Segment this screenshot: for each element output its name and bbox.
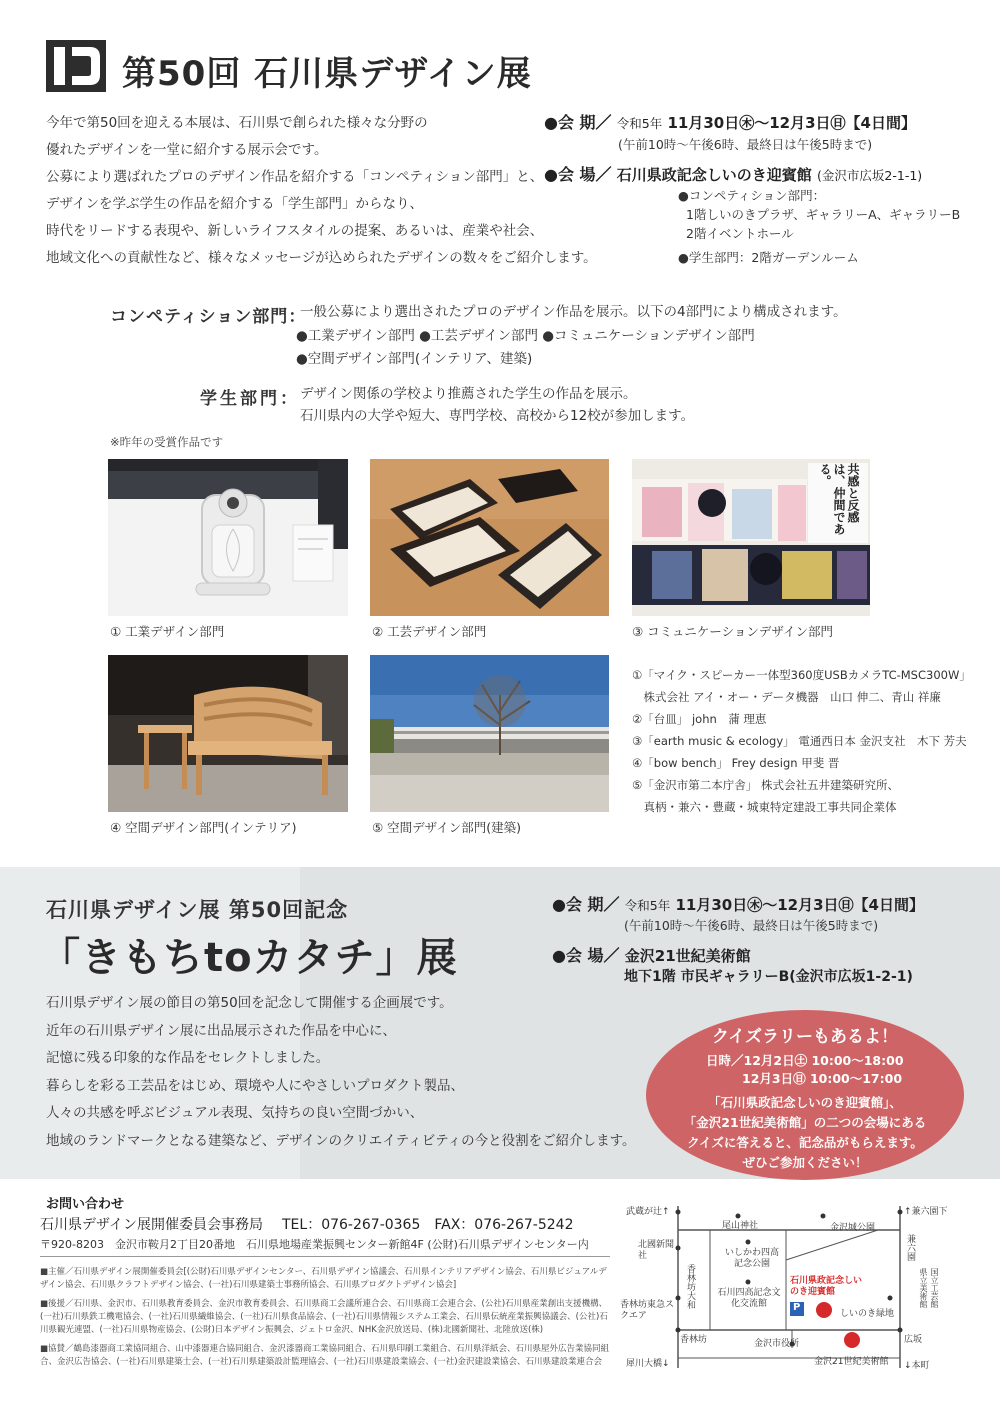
intro-line: 時代をリードする表現や、新しいライフスタイルの提案、あるいは、産業や社会、 xyxy=(46,223,544,239)
map-label: 香林坊大和 xyxy=(685,1264,695,1309)
competition-heading xyxy=(110,302,306,327)
venue-competition-line: 1階しいのきプラザ、ギャラリーA、ギャラリーB xyxy=(686,207,961,222)
intro-line: 地域文化への貢献性など、様々なメッセージが込められたデザインの数々をご紹介します。 xyxy=(46,250,597,266)
caption-2: ② 工芸デザイン部門 xyxy=(372,624,487,639)
kimochi-dates: 11月30日㊍～12月3日㊐【4日間】 xyxy=(675,896,924,914)
map-label: 金沢市役所 xyxy=(754,1339,800,1349)
kimochi-venue-detail: 地下1階 市民ギャラリーB(金沢市広坂1-2-1) xyxy=(624,969,913,985)
kimochi-era: 令和5年 xyxy=(624,898,671,913)
map-label: 尾山神社 xyxy=(722,1221,759,1231)
map-label: 兼六園 xyxy=(905,1234,915,1261)
kimochi-venue-row xyxy=(552,943,751,966)
quiz-text: 「金沢21世紀美術館」の二つの会場にある xyxy=(683,1115,927,1130)
quiz-text: ぜひご参加ください！ xyxy=(742,1155,868,1170)
photo-architecture-design xyxy=(370,655,609,812)
caption-3: ③ コミュニケーションデザイン部門 xyxy=(632,624,834,639)
photo-communication-design xyxy=(632,459,870,616)
credit-line: ②「台皿」 john 蒲 理恵 xyxy=(632,712,767,726)
contact-heading: お問い合わせ xyxy=(46,1197,125,1212)
intro-line: 今年で第50回を迎える本展は、石川県で創られた様々な分野の xyxy=(46,115,428,131)
map-label: 石川四高記念文化交流館 xyxy=(717,1288,781,1309)
photo-interior-design xyxy=(108,655,348,812)
map-label: 北國新聞社 xyxy=(638,1240,675,1261)
credit-line: ⑤「金沢市第二本庁舎」 株式会社五井建築研究所、 xyxy=(632,778,899,792)
caption-1: ① 工業デザイン部門 xyxy=(110,624,225,639)
student-heading xyxy=(200,384,300,409)
caption-4: ④ 空間デザイン部門(インテリア) xyxy=(110,820,297,835)
kimochi-desc-line: 石川県デザイン展の節目の第50回を記念して開催する企画展です。 xyxy=(46,995,453,1011)
student-label: 学生部門 xyxy=(200,389,280,409)
competition-desc: 一般公募により選出されたプロのデザイン作品を展示。以下の4部門により構成されます。 xyxy=(300,304,847,320)
map-label: いしかわ四高記念公園 xyxy=(724,1248,779,1269)
divider xyxy=(40,1256,610,1257)
kimochi-venue-name: 金沢21世紀美術館 xyxy=(624,947,751,965)
map-label: 香林坊 xyxy=(680,1335,708,1345)
intro-line: 優れたデザインを一堂に紹介する展示会です。 xyxy=(46,142,328,158)
note: ※昨年の受賞作品です xyxy=(110,435,224,449)
venue-address: (金沢市広坂2-1-1) xyxy=(817,168,923,183)
credit-line: 株式会社 アイ・オー・データ機器 山口 伸二、青山 祥廉 xyxy=(632,690,941,704)
quiz-title: クイズラリーもあるよ！ xyxy=(712,1027,898,1047)
contact-org: 石川県デザイン展開催委員会事務局 xyxy=(40,1217,264,1233)
venue-student: ●学生部門：2階ガーデンルーム xyxy=(678,250,859,265)
competition-categories: ●工業デザイン部門 ●工芸デザイン部門 ●コミュニケーションデザイン部門 xyxy=(296,328,755,344)
competition-colon: ： xyxy=(288,307,307,327)
poster-copy: 共感と反感は、仲間である。 xyxy=(818,463,860,535)
quiz-text: 「石川県政記念しいのき迎賓館」、 xyxy=(708,1095,902,1110)
parking-icon: P xyxy=(793,1302,801,1313)
student-colon: ： xyxy=(280,389,300,409)
period-row xyxy=(544,110,916,133)
kimochi-hours: (午前10時～午後6時、最終日は午後5時まで) xyxy=(624,918,879,933)
kimochi-desc-line: 人々の共感を呼ぶビジュアル表現、気持ちの良い空間づかい、 xyxy=(46,1105,424,1121)
competition-categories: ●空間デザイン部門(インテリア、建築) xyxy=(296,351,533,367)
map-label: 金沢城公園 xyxy=(830,1223,876,1233)
credit-line: ①「マイク・スピーカー一体型360度USBカメラTC-MSC300W」 xyxy=(632,668,971,682)
map-venue-label: 石川県政記念しいのき迎賓館 xyxy=(790,1276,863,1297)
sponsors: ■協賛／鶴島漆器商工業協同組合、山中漆器連合協同組合、金沢漆器商工業協同組合、石川県印刷工業組合、石川県洋紙会、石川県屋外広告業協同組合、金沢広告協会、(一社)石川県建築士会、(一社)石川県建築設計監理協会、(一社)石川県建設業協会、(一社)金沢建設業協会、石川県建設業連合会 xyxy=(40,1344,610,1367)
student-desc: デザイン関係の学校より推薦された学生の作品を展示。 xyxy=(300,386,637,402)
period-dates: 11月30日㊍～12月3日㊐【4日間】 xyxy=(667,114,916,132)
kimochi-desc xyxy=(46,990,636,1155)
kimochi-desc-line: 地域のランドマークとなる建築など、デザインのクリエイティビティの今と役割をご紹介します。 xyxy=(46,1132,636,1149)
quiz-text: クイズに答えると、記念品がもらえます。 xyxy=(687,1135,923,1150)
quiz-date-1: 日時／12月2日㊏ 10:00～18:00 xyxy=(706,1053,904,1068)
credit-line: ③「earth music & ecology」 電通西日本 金沢支社 木下 芳夫 xyxy=(632,734,967,748)
competition-label: コンペティション部門 xyxy=(110,307,289,327)
period-hours: (午前10時～午後6時、最終日は午後5時まで) xyxy=(618,137,873,152)
kimochi-period-row xyxy=(552,892,924,915)
kimochi-period-label: ●会 期／ xyxy=(552,895,620,914)
period-era: 令和5年 xyxy=(616,116,663,131)
map-venue-label: 金沢21世紀美術館 xyxy=(814,1357,889,1367)
kimochi-subtitle: 石川県デザイン展 第50回記念 xyxy=(46,898,349,922)
intro-line: 公募により選ばれたプロのデザイン作品を紹介する「コンペティション部門」と、 xyxy=(46,169,544,185)
kimochi-desc-line: 暮らしを彩る工芸品をはじめ、環境や人にやさしいプロダクト製品、 xyxy=(46,1077,464,1094)
map-label: ↑兼六園下 xyxy=(904,1207,948,1217)
map-label: ↓本町 xyxy=(904,1361,930,1371)
venue-name: 石川県政記念しいのき迎賓館 xyxy=(616,166,812,184)
access-map xyxy=(618,1198,960,1374)
kimochi-venue-label: ●会 場／ xyxy=(552,946,620,965)
venue-label: ●会 場／ xyxy=(544,165,612,184)
student-desc: 石川県内の大学や短大、専門学校、高校から12校が参加します。 xyxy=(300,408,695,424)
map-label: 広坂 xyxy=(904,1335,923,1345)
design-exhibition-logo xyxy=(46,40,106,92)
map-label: 香林坊東急スクエア xyxy=(620,1300,675,1321)
photo-industrial-design xyxy=(108,459,348,616)
map-label: 犀川大橋↓ xyxy=(626,1359,670,1369)
venue-competition-label: ●コンペティション部門： xyxy=(678,188,826,203)
organizers: ■主催／石川県デザイン展開催委員会[(公財)石川県デザインセンター、石川県デザイン協議会、石川県インテリアデザイン協会、石川県ビジュアルデザイン協会、石川県クラフトデザイン協会、(一社)石川県建築士事務所協会、石川県プロダクトデザイン協会] xyxy=(40,1267,607,1290)
map-label: 武蔵が辻↑ xyxy=(626,1207,670,1217)
credit-line: ④「bow bench」 Frey design 甲斐 晋 xyxy=(632,756,840,770)
quiz-date-2: 12月3日㊐ 10:00～17:00 xyxy=(742,1071,903,1086)
kimochi-title: 「きもちtoカタチ」展 xyxy=(40,935,458,981)
period-label: ●会 期／ xyxy=(544,113,612,132)
map-label: しいのき緑地 xyxy=(840,1309,895,1319)
caption-5: ⑤ 空間デザイン部門(建築) xyxy=(372,820,522,835)
intro-line: デザインを学ぶ学生の作品を紹介する「学生部門」からなり、 xyxy=(46,196,424,212)
map-label: 国立工芸館 県立美術館 xyxy=(919,1268,939,1308)
supporters: ■後援／石川県、金沢市、石川県教育委員会、金沢市教育委員会、石川県商工会議所連合会、石川県商工会連合会、(公社)石川県産業創出支援機構、(一社)石川県鉄工機電協会、(一社)石川県繊維協会、(一社)石川県食品協会、(一社)石川県情報システム工業会、石川県伝統産業振興協議会、(公社)石川県観光連盟、(一社)石川県物産協会、(公財)日本デザイン振興会、ジェトロ金沢、NHK金沢放送局、(株)北國新聞社、北陸放送(株) xyxy=(40,1299,608,1335)
credit-line: 真柄・兼六・豊蔵・城東特定建設工事共同企業体 xyxy=(632,800,897,814)
award-credits xyxy=(632,664,971,818)
kimochi-desc-line: 記憶に残る印象的な作品をセレクトしました。 xyxy=(46,1050,330,1066)
page-title: 第50回 石川県デザイン展 xyxy=(122,54,532,94)
venue-row xyxy=(544,162,922,185)
contact-address: 〒920-8203 金沢市鞍月2丁目20番地 石川県地場産業振興センター新館4F (公財)石川県デザインセンター内 xyxy=(40,1238,589,1251)
photo-craft-design xyxy=(370,459,609,616)
contact-phone: TEL：076-267-0365 FAX：076-267-5242 xyxy=(282,1217,574,1233)
venue-competition-line: 2階イベントホール xyxy=(686,226,794,241)
kimochi-desc-line: 近年の石川県デザイン展に出品展示された作品を中心に、 xyxy=(46,1022,397,1039)
